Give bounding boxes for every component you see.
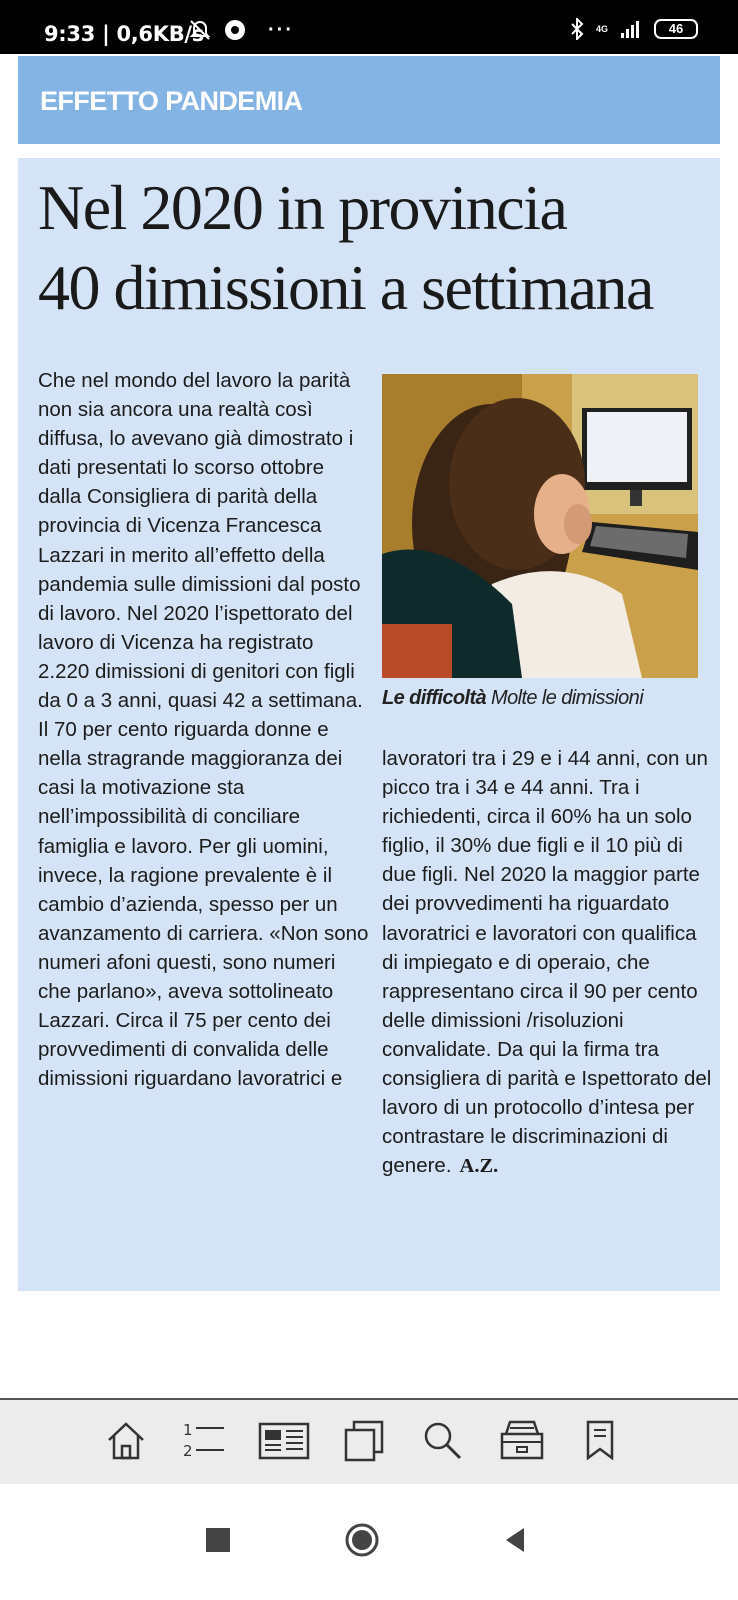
section-title: EFFETTO PANDEMIA (40, 86, 303, 116)
author-signature: A.Z. (459, 1155, 499, 1178)
network-type-label: 4G (595, 23, 608, 34)
search-button[interactable] (420, 1418, 464, 1462)
battery-indicator: 46 (654, 19, 698, 39)
caption-bold: Le difficoltà (382, 687, 487, 709)
reader-toolbar (0, 1398, 738, 1484)
table-of-contents-button[interactable] (182, 1418, 226, 1462)
chrome-icon (224, 19, 246, 41)
signal-icon (620, 19, 642, 39)
numbered-list-icon (182, 1418, 226, 1462)
caption-text: Molte le dimissioni (491, 687, 644, 709)
recents-square-icon (200, 1522, 236, 1558)
newspaper-icon (258, 1418, 310, 1462)
more-notifications-icon: ··· (268, 18, 294, 41)
article-body-left: Che nel mondo del lavoro la parità non sia ancora una realtà così diffusa, lo avevano già dimostrato i dati presentati lo scorso ottobre dalla Consigliera di parità della provincia di Vicenza Francesca Lazzari in merito all’effetto della pandemia sulle dimissioni dal posto di lavoro. Nel 2020 l’ispettorato del lavoro di Vicenza ha registrato 2.220 dimissioni di genitori con figli da 0 a 3 anni, quasi 42 a settimana. Il 70 per cento riguarda donne e nella stragrande maggioranza dei casi la motivazione sta nell’impossibilità di conciliare famiglia e lavoro. Per gli uomini, invece, la ragione prevalente è il cambio d’azienda, spesso per un avanzamento di carriera. «Non sono numeri afoni questi, sono numeri che parlano», aveva sottolineato Lazzari. Circa il 75 per cento dei provvedimenti di convalida delle dimissioni riguardano lavoratrici e (38, 369, 369, 1091)
article-photo[interactable] (382, 374, 698, 678)
bookmarks-button[interactable] (578, 1418, 622, 1462)
mute-alarm-icon (188, 18, 212, 42)
photo-caption (382, 687, 712, 710)
svg-text:1: 1 (183, 1421, 193, 1439)
svg-text:2: 2 (183, 1442, 193, 1460)
article[interactable] (18, 158, 720, 1291)
bluetooth-icon (570, 18, 584, 40)
pages-button[interactable] (342, 1418, 386, 1462)
home-icon (104, 1418, 148, 1462)
back-button[interactable] (498, 1522, 534, 1558)
section-banner (18, 56, 720, 144)
system-nav-bar (0, 1484, 738, 1600)
bookmark-icon (578, 1418, 622, 1462)
status-time: 9:33 | 0,6KB/s (44, 22, 204, 46)
pages-icon (342, 1418, 386, 1462)
newspaper-view-button[interactable] (258, 1418, 302, 1462)
home-circle-icon (344, 1522, 380, 1558)
archive-button[interactable] (498, 1418, 542, 1462)
status-bar (0, 0, 738, 54)
article-headline (38, 168, 718, 328)
article-body-right-text: lavoratori tra i 29 e i 44 anni, con un picco tra i 34 e 44 anni. Tra i richiedenti, circa il 60% ha un solo figlio, il 30% due figli e il 10 più di due figli. Nel 2020 la maggior parte dei provvedimenti ha riguardato lavoratrici e lavoratori con qualifica di impiegato e di operaio, che rappresentano circa il 90 per cento delle dimissioni /risoluzioni convalidate. Da qui la firma tra consigliera di parità e Ispettorato del lavoro di un protocollo d’intesa per contrastare le discriminazioni di genere. (382, 747, 712, 1178)
archive-icon (498, 1418, 546, 1462)
home-button[interactable] (104, 1418, 148, 1462)
back-triangle-icon (498, 1522, 534, 1558)
headline-line-2: 40 dimissioni a settimana (38, 252, 653, 323)
search-icon (420, 1418, 464, 1462)
headline-line-1: Nel 2020 in provincia (38, 172, 567, 243)
recents-button[interactable] (200, 1522, 236, 1558)
home-nav-button[interactable] (344, 1522, 380, 1558)
article-body-right (382, 744, 718, 1181)
photo-woman-on-phone (382, 374, 698, 678)
